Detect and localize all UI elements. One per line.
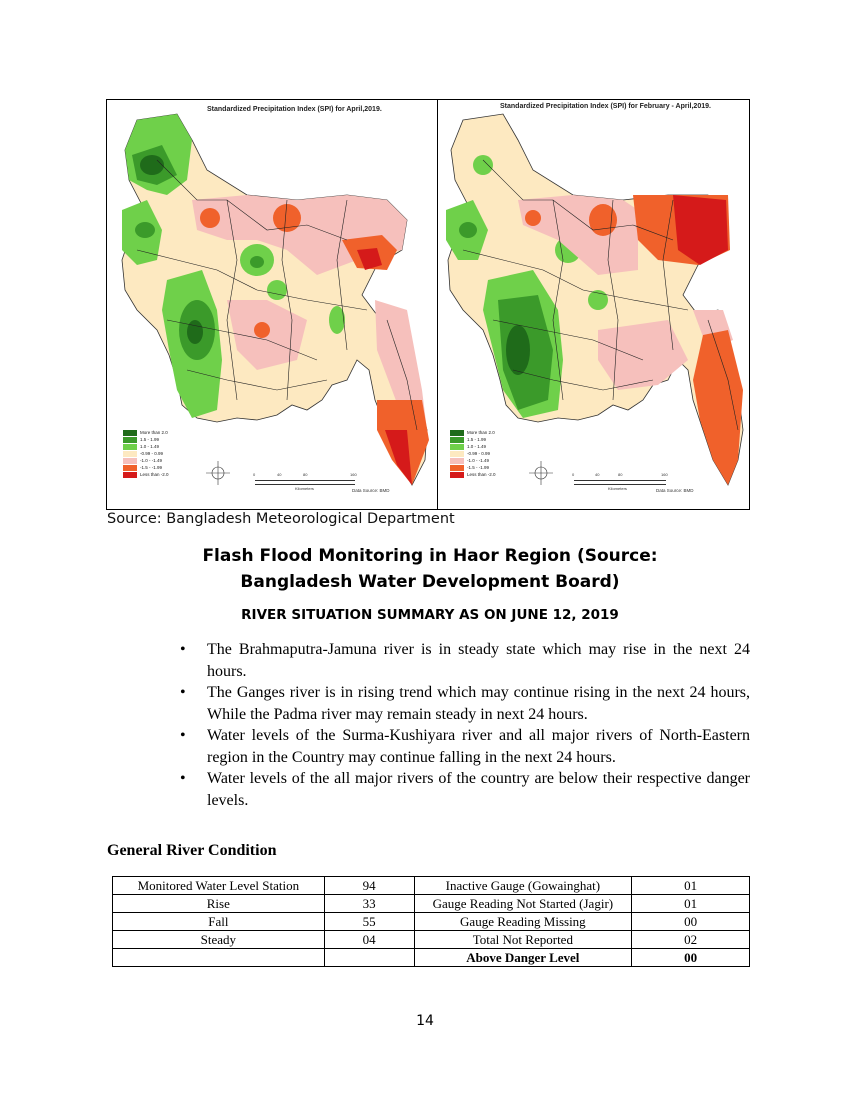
north-arrow-icon <box>203 458 233 488</box>
legend-swatch <box>450 465 464 471</box>
list-item: • The Ganges river is in rising trend which may continue rising in the next 24 hours, While the Padma river may remain steady in next 24 hours. <box>180 682 750 725</box>
table-cell: 02 <box>632 931 750 949</box>
table-cell: 94 <box>324 877 414 895</box>
table-cell <box>324 949 414 967</box>
legend-label: More than 2.0 <box>467 430 495 435</box>
map-legend-april <box>123 429 169 478</box>
table-cell: Rise <box>113 895 325 913</box>
scale-unit-label: Kilometers <box>295 486 314 491</box>
scale-tick: 40 <box>277 472 282 477</box>
legend-item <box>450 443 496 450</box>
legend-item <box>450 450 496 457</box>
general-river-condition-heading: General River Condition <box>107 842 277 859</box>
legend-item <box>450 429 496 436</box>
legend-swatch <box>123 444 137 450</box>
table-cell: Fall <box>113 913 325 931</box>
river-summary-heading: RIVER SITUATION SUMMARY AS ON JUNE 12, 2019 <box>241 607 619 623</box>
legend-label: -0.99 - 0.99 <box>140 451 164 456</box>
list-item: • Water levels of the all major rivers of the country are below their respective danger levels. <box>180 768 750 811</box>
data-source-label: Data Source: BMD <box>656 488 694 493</box>
legend-label: -0.99 - 0.99 <box>467 451 491 456</box>
legend-swatch <box>123 437 137 443</box>
table-cell: 04 <box>324 931 414 949</box>
figure-source-caption: Source: Bangladesh Meteorological Department <box>107 511 455 527</box>
scale-bar <box>574 480 666 485</box>
legend-swatch <box>123 458 137 464</box>
legend-item <box>450 464 496 471</box>
table-cell: Total Not Reported <box>414 931 632 949</box>
page-number: 14 <box>416 1013 434 1029</box>
table-cell: Gauge Reading Missing <box>414 913 632 931</box>
scale-tick: 0 <box>572 472 575 477</box>
legend-label: 1.5 - 1.99 <box>467 437 487 442</box>
river-condition-table <box>112 876 750 967</box>
list-item: • The Brahmaputra-Jamuna river is in steady state which may rise in the next 24 hours. <box>180 639 750 682</box>
legend-swatch <box>450 472 464 478</box>
table-row <box>113 895 750 913</box>
map-title-feb-april: Standardized Precipitation Index (SPI) for February - April,2019. <box>500 103 711 110</box>
legend-label: 1.0 - 1.49 <box>140 444 160 449</box>
table-cell: 33 <box>324 895 414 913</box>
map-title-april: Standardized Precipitation Index (SPI) for April,2019. <box>207 106 382 113</box>
scale-tick: 80 <box>303 472 308 477</box>
spi-map-feb-april <box>438 100 749 509</box>
legend-swatch <box>123 465 137 471</box>
legend-item <box>123 443 169 450</box>
legend-swatch <box>450 444 464 450</box>
table-cell: Gauge Reading Not Started (Jagir) <box>414 895 632 913</box>
table-cell: Steady <box>113 931 325 949</box>
legend-label: -1.5 - -1.99 <box>467 465 490 470</box>
table-cell: 00 <box>632 913 750 931</box>
legend-item <box>123 464 169 471</box>
table-row <box>113 877 750 895</box>
river-summary-list <box>180 639 750 811</box>
scale-tick: 160 <box>661 472 668 477</box>
list-item: • Water levels of the Surma-Kushiyara river and all major rivers of North-Eastern region in the Country may continue falling in the next 24 hours. <box>180 725 750 768</box>
scale-tick: 0 <box>253 472 256 477</box>
legend-item <box>123 429 169 436</box>
table-cell: 55 <box>324 913 414 931</box>
legend-label: -1.0 - -1.49 <box>140 458 163 463</box>
table-cell: Above Danger Level <box>414 949 632 967</box>
legend-label: Less than -2.0 <box>467 472 496 477</box>
legend-item <box>450 436 496 443</box>
legend-item <box>123 471 169 478</box>
table-row <box>113 931 750 949</box>
table-row <box>113 949 750 967</box>
legend-label: More than 2.0 <box>140 430 168 435</box>
section-heading: Flash Flood Monitoring in Haor Region (Source: Bangladesh Water Development Board) <box>202 546 658 592</box>
legend-swatch <box>450 458 464 464</box>
north-arrow-icon <box>526 458 556 488</box>
scale-unit-label: Kilometers <box>608 486 627 491</box>
legend-label: -1.0 - -1.49 <box>467 458 490 463</box>
legend-item <box>450 457 496 464</box>
legend-item <box>123 436 169 443</box>
legend-swatch <box>123 451 137 457</box>
legend-label: 1.0 - 1.49 <box>467 444 487 449</box>
legend-swatch <box>123 472 137 478</box>
table-cell: Monitored Water Level Station <box>113 877 325 895</box>
table-row <box>113 913 750 931</box>
table-cell: 01 <box>632 895 750 913</box>
legend-item <box>123 450 169 457</box>
legend-label: -1.5 - -1.99 <box>140 465 163 470</box>
legend-label: Less than -2.0 <box>140 472 169 477</box>
legend-item <box>123 457 169 464</box>
legend-swatch <box>450 437 464 443</box>
data-source-label: Data Source: BMD <box>352 488 390 493</box>
scale-tick: 80 <box>618 472 623 477</box>
legend-swatch <box>450 430 464 436</box>
spi-map-april <box>107 100 437 509</box>
legend-item <box>450 471 496 478</box>
scale-tick: 160 <box>350 472 357 477</box>
scale-bar <box>255 480 355 485</box>
scale-tick: 40 <box>595 472 600 477</box>
map-legend-feb-april <box>450 429 496 478</box>
legend-label: 1.5 - 1.99 <box>140 437 160 442</box>
legend-swatch <box>123 430 137 436</box>
legend-swatch <box>450 451 464 457</box>
table-cell: 01 <box>632 877 750 895</box>
table-cell: Inactive Gauge (Gowainghat) <box>414 877 632 895</box>
table-cell <box>113 949 325 967</box>
table-cell: 00 <box>632 949 750 967</box>
